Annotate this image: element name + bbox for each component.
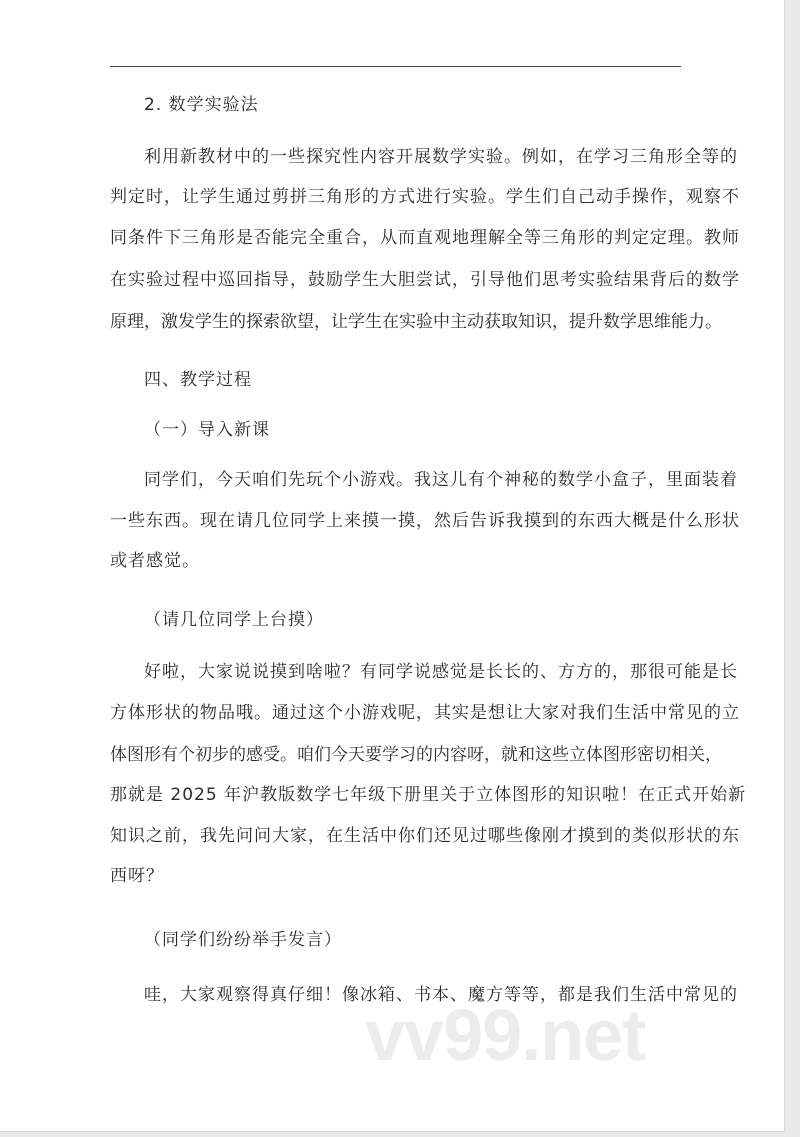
stage-note: （同学们纷纷举手发言） [144, 930, 342, 950]
paragraph-line: 利用新教材中的一些探究性内容开展数学实验。例如，在学习三角形全等的 [144, 147, 738, 167]
paragraph-line: 西呀？ [110, 866, 164, 886]
paragraph-line: 哇，大家观察得真仔细！像冰箱、书本、魔方等等，都是我们生活中常见的 [144, 985, 738, 1005]
watermark: vv99.net [365, 996, 646, 1076]
header-rule [110, 66, 681, 67]
paragraph-line: 体图形有个初步的感受。咱们今天要学习的内容呀，就和这些立体图形密切相关， [110, 745, 722, 765]
stage-note: （请几位同学上台摸） [144, 610, 324, 630]
section-heading: 2. 数学实验法 [144, 95, 259, 115]
paragraph-line: 同条件下三角形是否能完全重合，从而直观地理解全等三角形的判定定理。教师 [110, 228, 740, 248]
paragraph-line: 判定时，让学生通过剪拼三角形的方式进行实验。学生们自己动手操作，观察不 [110, 187, 740, 207]
section-heading: 四、教学过程 [144, 370, 252, 390]
paragraph-line: 同学们，今天咱们先玩个小游戏。我这儿有个神秘的数学小盒子，里面装着 [144, 470, 738, 490]
paragraph-line: 在实验过程中巡回指导，鼓励学生大胆尝试，引导他们思考实验结果背后的数学 [110, 270, 740, 290]
paragraph-line: 好啦，大家说说摸到啥啦？有同学说感觉是长长的、方方的，那很可能是长 [144, 662, 738, 682]
paragraph-line: 原理，激发学生的探索欲望，让学生在实验中主动获取知识，提升数学思维能力。 [110, 312, 722, 332]
paragraph-line: 一些东西。现在请几位同学上来摸一摸，然后告诉我摸到的东西大概是什么形状 [110, 511, 740, 531]
paragraph-line: 或者感觉。 [110, 551, 200, 571]
paragraph-line: 那就是 2025 年沪教版数学七年级下册里关于立体图形的知识啦！在正式开始新 [110, 785, 747, 805]
paragraph-line: 方体形状的物品哦。通过这个小游戏呢，其实是想让大家对我们生活中常见的立 [110, 703, 740, 723]
paragraph-line: 知识之前，我先问问大家，在生活中你们还见过哪些像刚才摸到的类似形状的东 [110, 826, 740, 846]
subsection-heading: （一）导入新课 [144, 420, 270, 440]
